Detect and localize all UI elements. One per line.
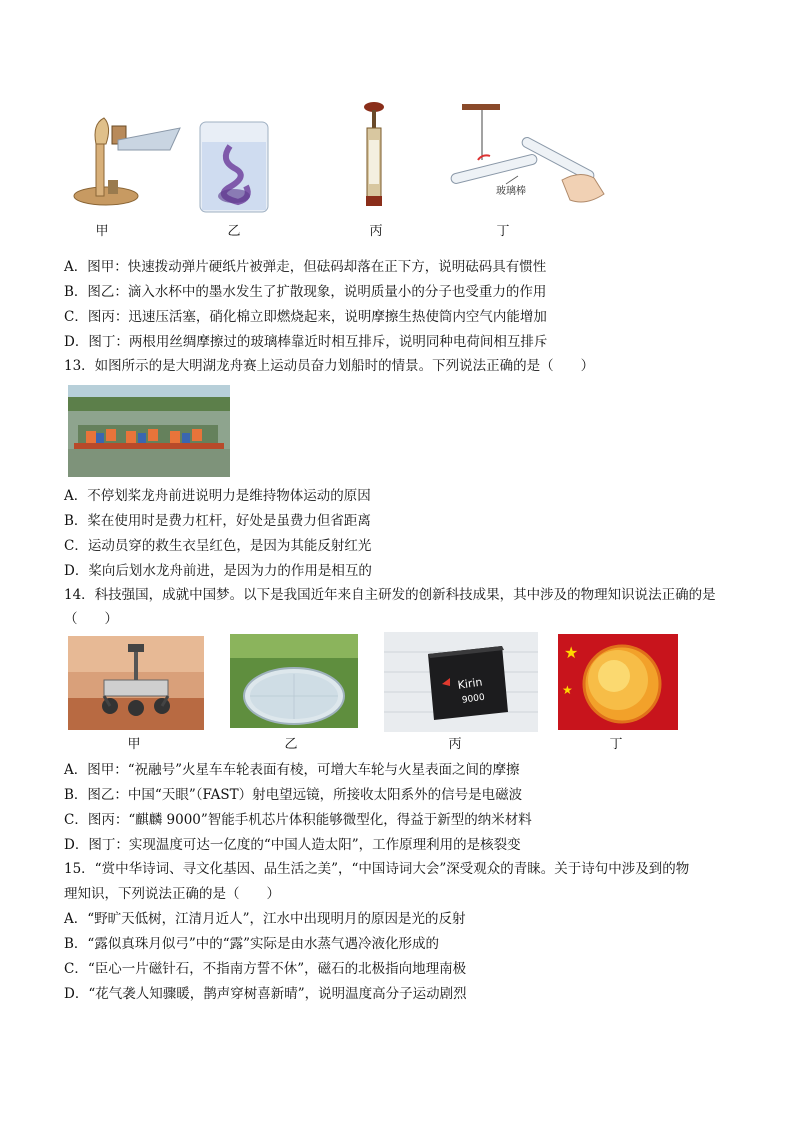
q14-option-a: A．图甲：“祝融号”火星车车轮表面有棱，可增大车轮与火星表面之间的摩擦 [64, 762, 520, 778]
q14-caption-d: 丁 [609, 737, 623, 752]
q12-option-a: A．图甲：快速拨动弹片硬纸片被弹走，但砝码却落在正下方，说明砝码具有惯性 [64, 259, 547, 275]
svg-text:★: ★ [562, 683, 573, 697]
q15-option-c: C．“臣心一片磁针石，不指南方誓不休”，磁石的北极指向地理南极 [64, 961, 467, 977]
figure-glass-rods [444, 102, 608, 214]
q15-option-b: B．“露似真珠月似弓”中的“露”实际是由水蒸气遇冷液化形成的 [64, 936, 440, 952]
figure-inertia-apparatus [66, 104, 184, 214]
q12-option-b: B．图乙：滴入水杯中的墨水发生了扩散现象，说明质量小的分子也受重力的作用 [64, 284, 547, 300]
q13-option-b: B．桨在使用时是费力杠杆，好处是虽费力但省距离 [64, 513, 371, 529]
q14-stem-line2: （ ） [64, 611, 118, 627]
chip-model-text: 9000 [461, 692, 486, 706]
svg-text:★: ★ [564, 643, 579, 662]
q13-stem: 13．如图所示的是大明湖龙舟赛上运动员奋力划船时的情景。下列说法正确的是（ ） [64, 358, 595, 374]
q14-option-c: C．图丙：“麒麟 9000”智能手机芯片体积能够微型化，得益于新型的纳米材料 [64, 812, 532, 828]
q13-option-d: D．桨向后划水龙舟前进，是因为力的作用是相互的 [64, 563, 372, 579]
figure-fire-syringe [356, 100, 392, 212]
figure-ink-diffusion [194, 116, 274, 216]
q15-stem-line1: 15．“赏中华诗词、寻文化基因、品生活之美”，“中国诗词大会”深受观众的青睐。关于诗句中涉及到的物 [64, 861, 690, 877]
q14-caption-c: 丙 [448, 737, 462, 752]
figure-fast-telescope [230, 634, 358, 728]
q12-caption-d: 丁 [496, 224, 510, 239]
chip-brand-text: Kirin [456, 675, 484, 692]
q12-caption-c: 丙 [369, 224, 383, 239]
figure-artificial-sun [558, 634, 678, 730]
q14-caption-b: 乙 [284, 737, 298, 752]
q14-option-b: B．图乙：中国“天眼”（FAST）射电望远镜，所接收太阳系外的信号是电磁波 [64, 787, 523, 803]
figure-kirin-chip [384, 632, 538, 732]
figure-mars-rover [68, 636, 204, 730]
q12-option-d: D．图丁：两根用丝绸摩擦过的玻璃棒靠近时相互排斥，说明同种电荷间相互排斥 [64, 334, 548, 350]
q14-stem-line1: 14．科技强国，成就中国梦。以下是我国近年来自主研发的创新科技成果，其中涉及的物理知识说法正确的是 [64, 587, 716, 603]
q14-caption-a: 甲 [127, 737, 141, 752]
glass-rod-label: 玻璃棒 [496, 186, 526, 197]
q12-caption-a: 甲 [95, 224, 109, 239]
q12-option-c: C．图丙：迅速压活塞，硝化棉立即燃烧起来，说明摩擦生热使筒内空气内能增加 [64, 309, 547, 325]
q14-option-d: D．图丁：实现温度可达一亿度的“中国人造太阳”，工作原理利用的是核裂变 [64, 837, 521, 853]
q13-option-c: C．运动员穿的救生衣呈红色，是因为其能反射红光 [64, 538, 372, 554]
q15-option-d: D．“花气袭人知骤暖，鹊声穿树喜新晴”，说明温度高分子运动剧烈 [64, 986, 467, 1002]
q13-option-a: A．不停划桨龙舟前进说明力是维持物体运动的原因 [64, 488, 371, 504]
q15-stem-line2: 理知识，下列说法正确的是（ ） [64, 886, 280, 902]
figure-dragon-boat [68, 385, 230, 477]
q15-option-a: A．“野旷天低树，江清月近人”，江水中出现明月的原因是光的反射 [64, 911, 466, 927]
q12-caption-b: 乙 [227, 224, 241, 239]
